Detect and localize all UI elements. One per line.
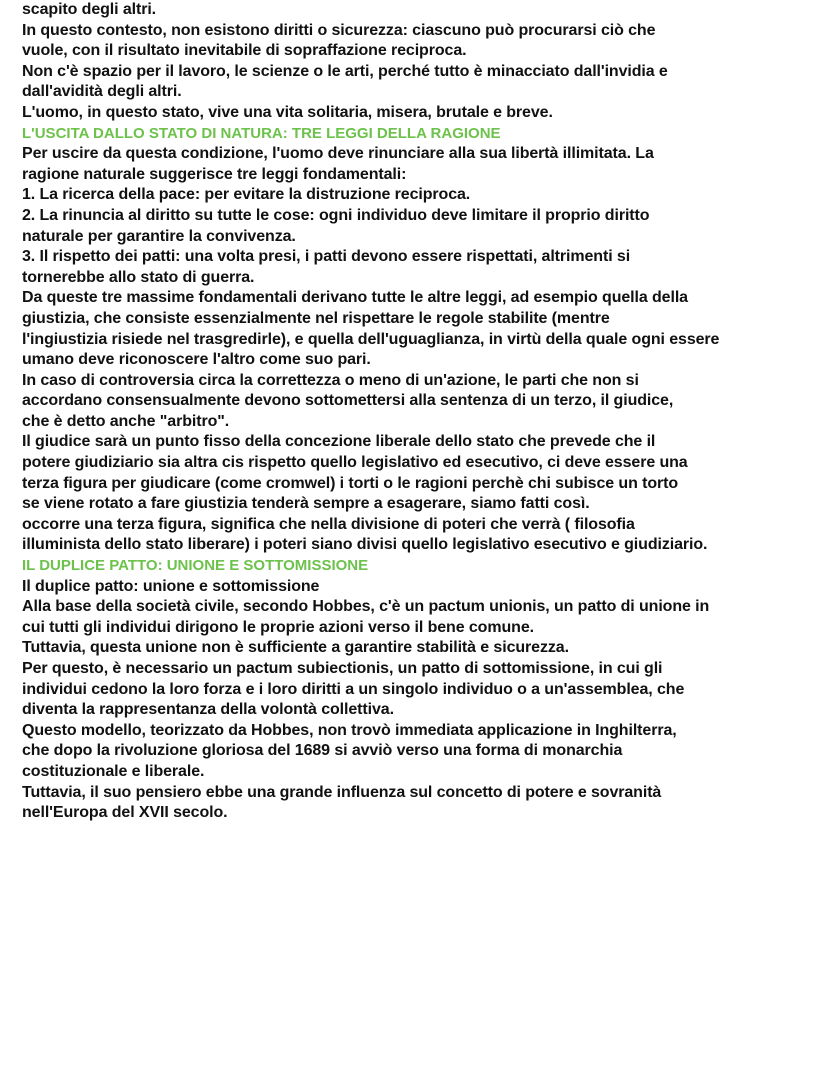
text-line: Per questo, è necessario un pactum subiectionis, un patto di sottomissione, in cui gli	[22, 660, 663, 677]
paragraph	[22, 515, 822, 556]
text-line: 3. Il rispetto dei patti: una volta presi, i patti devono essere rispettati, altrimenti si	[22, 248, 631, 266]
paragraph	[22, 21, 822, 62]
text-line: tornerebbe allo stato di guerra.	[22, 268, 255, 286]
paragraph	[22, 62, 822, 103]
text-line: costituzionale e liberale.	[22, 762, 205, 780]
text-line: che dopo la rivoluzione gloriosa del 1689 si avviò verso una forma di monarchia	[22, 742, 623, 760]
text-line: se viene rotato a fare giustizia tenderà sempre a esagerare, siamo fatti così.	[22, 495, 590, 513]
paragraph	[22, 432, 822, 514]
text-line: giustizia, che consiste essenzialmente nel rispettare le regole stabilite (mentre	[22, 309, 610, 327]
paragraph	[22, 597, 822, 638]
text-line: Per uscire da questa condizione, l'uomo deve rinunciare alla sua libertà illimitata. La	[22, 145, 654, 163]
paragraph	[22, 577, 822, 598]
section-heading	[22, 124, 822, 145]
paragraph	[22, 659, 822, 721]
text-line: ragione naturale suggerisce tre leggi fondamentali:	[22, 165, 407, 183]
paragraph	[22, 144, 822, 185]
heading-text: L'USCITA DALLO STATO DI NATURA: TRE LEGGI DELLA RAGIONE	[22, 124, 501, 142]
text-line: l'ingiustizia risiede nel trasgredirle), e quella dell'uguaglianza, in virtù della quale ogni essere	[22, 330, 720, 348]
paragraph	[22, 247, 822, 288]
text-line: potere giudiziario sia altra cis rispetto quello legislativo ed esecutivo, ci deve essere una	[22, 454, 688, 472]
heading-text: IL DUPLICE PATTO: UNIONE E SOTTOMISSIONE	[22, 557, 369, 575]
text-line: nell'Europa del XVII secolo.	[22, 804, 228, 822]
text-line: umano deve riconoscere l'altro come suo pari.	[22, 351, 371, 369]
text-line: 2. La rinuncia al diritto su tutte le cose: ogni individuo deve limitare il proprio diritto	[22, 206, 650, 224]
document-body	[22, 0, 822, 824]
paragraph	[22, 103, 822, 124]
paragraph	[22, 721, 822, 783]
text-line: Questo modello, teorizzato da Hobbes, non trovò immediata applicazione in Inghilterra,	[22, 721, 677, 739]
text-line: Il giudice sarà un punto fisso della concezione liberale dello stato che prevede che il	[22, 433, 656, 451]
text-line: 1. La ricerca della pace: per evitare la distruzione reciproca.	[22, 186, 471, 204]
text-line: Da queste tre massime fondamentali derivano tutte le altre leggi, ad esempio quella della	[22, 289, 688, 307]
text-line: diventa la rappresentanza della volontà collettiva.	[22, 701, 394, 719]
text-line: che è detto anche "arbitro".	[22, 412, 230, 430]
text-line: In caso di controversia circa la correttezza o meno di un'azione, le parti che non si	[22, 371, 639, 389]
paragraph	[22, 185, 822, 206]
paragraph	[22, 638, 822, 659]
text-line: Tuttavia, il suo pensiero ebbe una grande influenza sul concetto di potere e sovranità	[22, 783, 662, 801]
text-line: dall'avidità degli altri.	[22, 83, 182, 101]
text-line: occorre una terza figura, significa che nella divisione di poteri che verrà ( filosofia	[22, 515, 635, 533]
text-line: cui tutti gli individui dirigono le proprie azioni verso il bene comune.	[22, 618, 534, 636]
text-line: Il duplice patto: unione e sottomissione	[22, 577, 320, 595]
text-line: Tuttavia, questa unione non è sufficiente a garantire stabilità e sicurezza.	[22, 639, 569, 657]
text-line: In questo contesto, non esistono diritti o sicurezza: ciascuno può procurarsi ciò che	[22, 21, 656, 39]
text-line: Non c'è spazio per il lavoro, le scienze o le arti, perché tutto è minacciato dall'invidia e	[22, 62, 668, 80]
paragraph	[22, 371, 822, 433]
paragraph	[22, 0, 822, 21]
paragraph	[22, 288, 822, 370]
text-line: accordano consensualmente devono sottomettersi alla sentenza di un terzo, il giudice,	[22, 392, 674, 410]
text-line: terza figura per giudicare (come cromwel) i torti o le ragioni perchè chi subisce un torto	[22, 474, 679, 492]
text-line: illuminista dello stato liberare) i poteri siano divisi quello legislativo esecutivo e giudiziario.	[22, 536, 708, 554]
text-line: L'uomo, in questo stato, vive una vita solitaria, misera, brutale e breve.	[22, 103, 553, 121]
text-line: Alla base della società civile, secondo Hobbes, c'è un pactum unionis, un patto di unione in	[22, 598, 710, 616]
paragraph	[22, 206, 822, 247]
text-line: scapito degli altri.	[22, 1, 157, 18]
paragraph	[22, 783, 822, 824]
section-heading	[22, 556, 822, 577]
text-line: naturale per garantire la convivenza.	[22, 227, 296, 245]
text-line: vuole, con il risultato inevitabile di sopraffazione reciproca.	[22, 42, 467, 60]
text-line: individui cedono la loro forza e i loro diritti a un singolo individuo o a un'assemblea, che	[22, 680, 685, 698]
